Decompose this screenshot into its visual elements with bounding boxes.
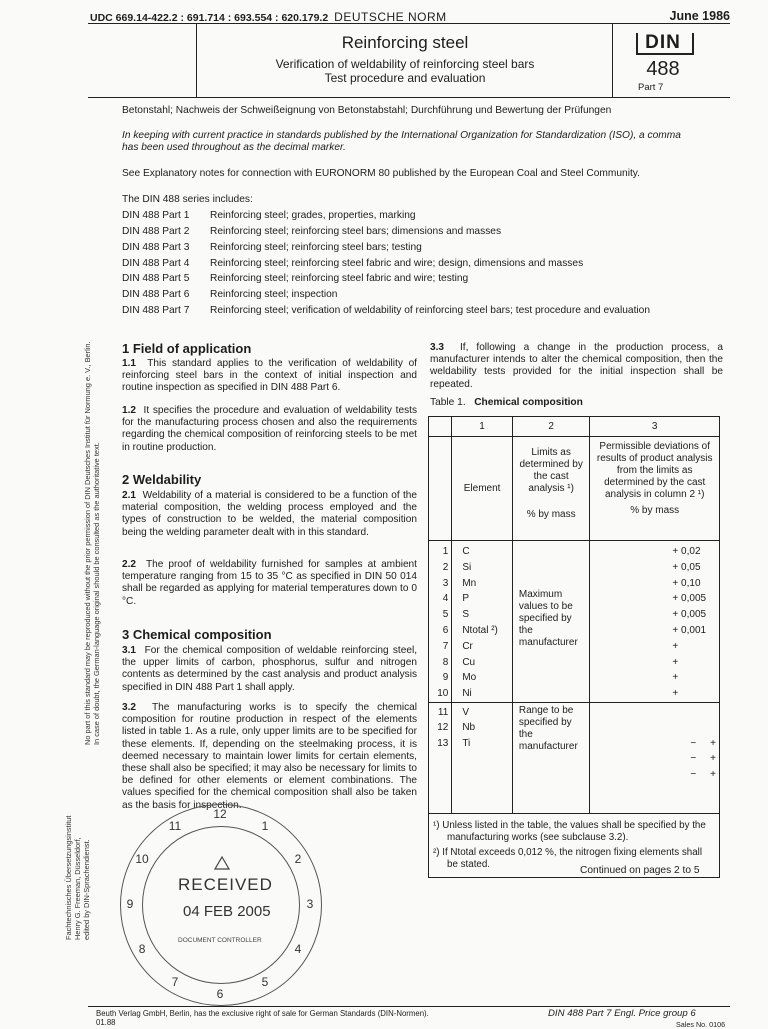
col-number: 1 [452,417,513,437]
clause-1-1: 1.1 This standard applies to the verification of weldability of reinforcing steel bars in the context of initial inspection and routine inspection as specified in DIN 488 Part 6. [122,358,417,394]
part-label: Part 7 [638,82,664,93]
stamp-received-word: RECEIVED [178,875,273,894]
stamp-dial-number: 4 [294,942,302,956]
udc-line: UDC 669.14-422.2 : 691.714 : 693.554 : 620.179.2 DEUTSCHE NORM [90,10,447,24]
stamp-date: 04 FEB 2005 [183,903,271,920]
stamp-dial-number: 2 [294,852,302,866]
iso-note: In keeping with current practice in standards published by the International Organization for Standardization (ISO), a comma has been used throughout as the decimal marker. [122,130,681,154]
publication-date: June 1986 [669,9,730,23]
elements-2: V Nb Ti [452,702,513,814]
deviations-2: − + − + − + [590,702,720,814]
series-item: DIN 488 Part 3 Reinforcing steel; reinforcing steel bars; testing [122,242,422,253]
chemical-composition-table [428,416,720,878]
header-bottom-rule [88,97,730,98]
clause-1-2: 1.2 It specifies the procedure and evaluation of weldability tests for the manufacturing process chosen and also the requirements regarding the chemical composition of reinforcing steels to be met in routine production. [122,405,417,453]
continued-note: Continued on pages 2 to 5 [580,865,700,876]
stamp-dial-number: 11 [168,819,182,834]
row-numbers-1: 1 2 3 4 5 6 7 8 9 10 [429,541,452,703]
section-2-heading: 2 Weldability [122,472,202,487]
elements-1: C Si Mn P S Ntotal ²) Cr Cu Mo Ni [452,541,513,703]
stamp-dial-number: 10 [135,852,149,866]
translation-credit-3: edited by DIN-Sprachendienst. [82,839,91,940]
section-3-heading: 3 Chemical composition [122,627,272,642]
publisher-note: Beuth Verlag GmbH, Berlin, has the exclusive right of sale for German Standards (DIN-Normen). 01.88 [96,1009,429,1027]
series-item: DIN 488 Part 2 Reinforcing steel; reinforcing steel bars; dimensions and masses [122,226,502,237]
german-title: Betonstahl; Nachweis der Schweißeignung von Betonstabstahl; Durchführung und Bewertung der Prüfungen [122,105,612,116]
header-limits: Limits as determined by the cast analysis ¹) % by mass [512,437,590,541]
row-numbers-2: 11 12 13 [429,702,452,814]
document-reference: DIN 488 Part 7 Engl. Price group 6 [548,1008,696,1019]
stamp-dial-number: 5 [261,974,269,989]
stamp-dial-number: 8 [138,942,146,956]
col-number: 2 [512,417,590,437]
series-item: DIN 488 Part 7 Reinforcing steel; verification of weldability of reinforcing steel bars; test procedure and evaluation [122,305,650,316]
document-title: Reinforcing steel [341,33,469,52]
header-divider-right [612,23,613,97]
series-intro: The DIN 488 series includes: [122,194,253,205]
norm-label: DEUTSCHE NORM [334,10,447,24]
section-1-heading: 1 Field of application [122,341,252,356]
stamp-dial-number: 3 [306,897,314,911]
document-subtitle: Verification of weldability of reinforcing steel bars Test procedure and evaluation [275,57,535,85]
series-item: DIN 488 Part 1 Reinforcing steel; grades, properties, marking [122,210,416,221]
header-divider-left [196,23,197,97]
translation-credit-2: Henry G. Freeman, Düsseldorf, [73,837,82,940]
translation-credit-1: Fachtechnisches Übersetzungsinstitut [64,815,73,940]
deviations-1: + 0,02 + 0,05 + 0,10 + 0,005 + 0,005 + 0,001 + + + + [590,541,720,703]
copyright-note-2: In case of doubt, the German-language original should be consulted as the authoritative text. [92,442,101,745]
stamp-office: DOCUMENT CONTROLLER [178,937,262,944]
clause-3-2: 3.2 The manufacturing works is to specify the chemical composition for routine production in respect of the elements listed in table 1. As a rule, only upper limits are to be specified for these elements. If, depending on the steelmaking process, it is deemed necessary to maintain lower limits for certain elements, these shall also be specified; it may also be necessary for limits to be defined for other elements or element combinations. The values specified for the chemical composition shall also be taken as the basis for inspection. [122,702,417,811]
din-logo: DIN [645,32,681,53]
standard-number: 488 [646,58,680,80]
col-number: 3 [590,417,720,437]
series-item: DIN 488 Part 4 Reinforcing steel; reinforcing steel fabric and wire; design, dimensions and masses [122,258,584,269]
table-caption: Table 1. Chemical composition [430,397,583,408]
clause-3-3: 3.3 If, following a change in the production process, a manufacturer intends to alter the chemical composition, then the weldability tests provided for the initial inspection shall be repeated. [430,342,724,390]
series-item: DIN 488 Part 5 Reinforcing steel; reinforcing steel fabric and wire; testing [122,273,469,284]
maximum-values-note: Maximum values to be specified by the manufacturer [512,541,590,703]
stamp-dial-number: 9 [126,897,134,911]
series-item: DIN 488 Part 6 Reinforcing steel; inspection [122,289,338,300]
footer-rule [88,1006,730,1007]
table-footnotes: ¹) Unless listed in the table, the values shall be specified by the manufacturing works (see subclause 3.2). ²) If Ntotal exceeds 0,012 %, the nitrogen fixing elements shall be stated. [429,814,720,878]
stamp-dial-number: 7 [171,974,179,989]
din-logo-frame [636,33,694,55]
copyright-note: No part of this standard may be reproduced without the prior permission of DIN Deutsches Institut für Normung e. V., Berlin. [83,341,92,745]
clause-2-1: 2.1 Weldability of a material is considered to be a function of the material composition, the welding process employed and the types of construction to be welded, the material composition being the welding parameter dealt with in this standard. [122,490,418,538]
sales-number: Sales No. 0106 [676,1020,726,1029]
range-note: Range to be specified by the manufacturer [512,702,590,814]
stamp-dial-number: 6 [216,987,224,1001]
header-deviations: Permissible deviations of results of product analysis from the limits as determined by the cast analysis in column 2 ¹) % by mass [590,437,720,541]
stamp-dial-number: 1 [261,819,269,834]
triangle-icon [214,856,230,870]
clause-2-2: 2.2 The proof of weldability furnished for samples at ambient temperature ranging from 15 to 35 °C as specified in DIN 50 014 shall be regarded as applying for material temperatures down to 0 °C. [122,559,417,607]
header-element: Element [452,437,513,541]
stamp-dial-number: 12 [213,807,227,821]
clause-3-1: 3.1 For the chemical composition of weldable reinforcing steel, the upper limits of carbon, phosphorus, sulfur and nitrogen contents as determined by the cast analysis and product analysis specified in DIN 488 Part 1 shall apply. [122,645,417,693]
euronorm-note: See Explanatory notes for connection with EURONORM 80 published by the European Coal and Steel Community. [122,168,640,179]
